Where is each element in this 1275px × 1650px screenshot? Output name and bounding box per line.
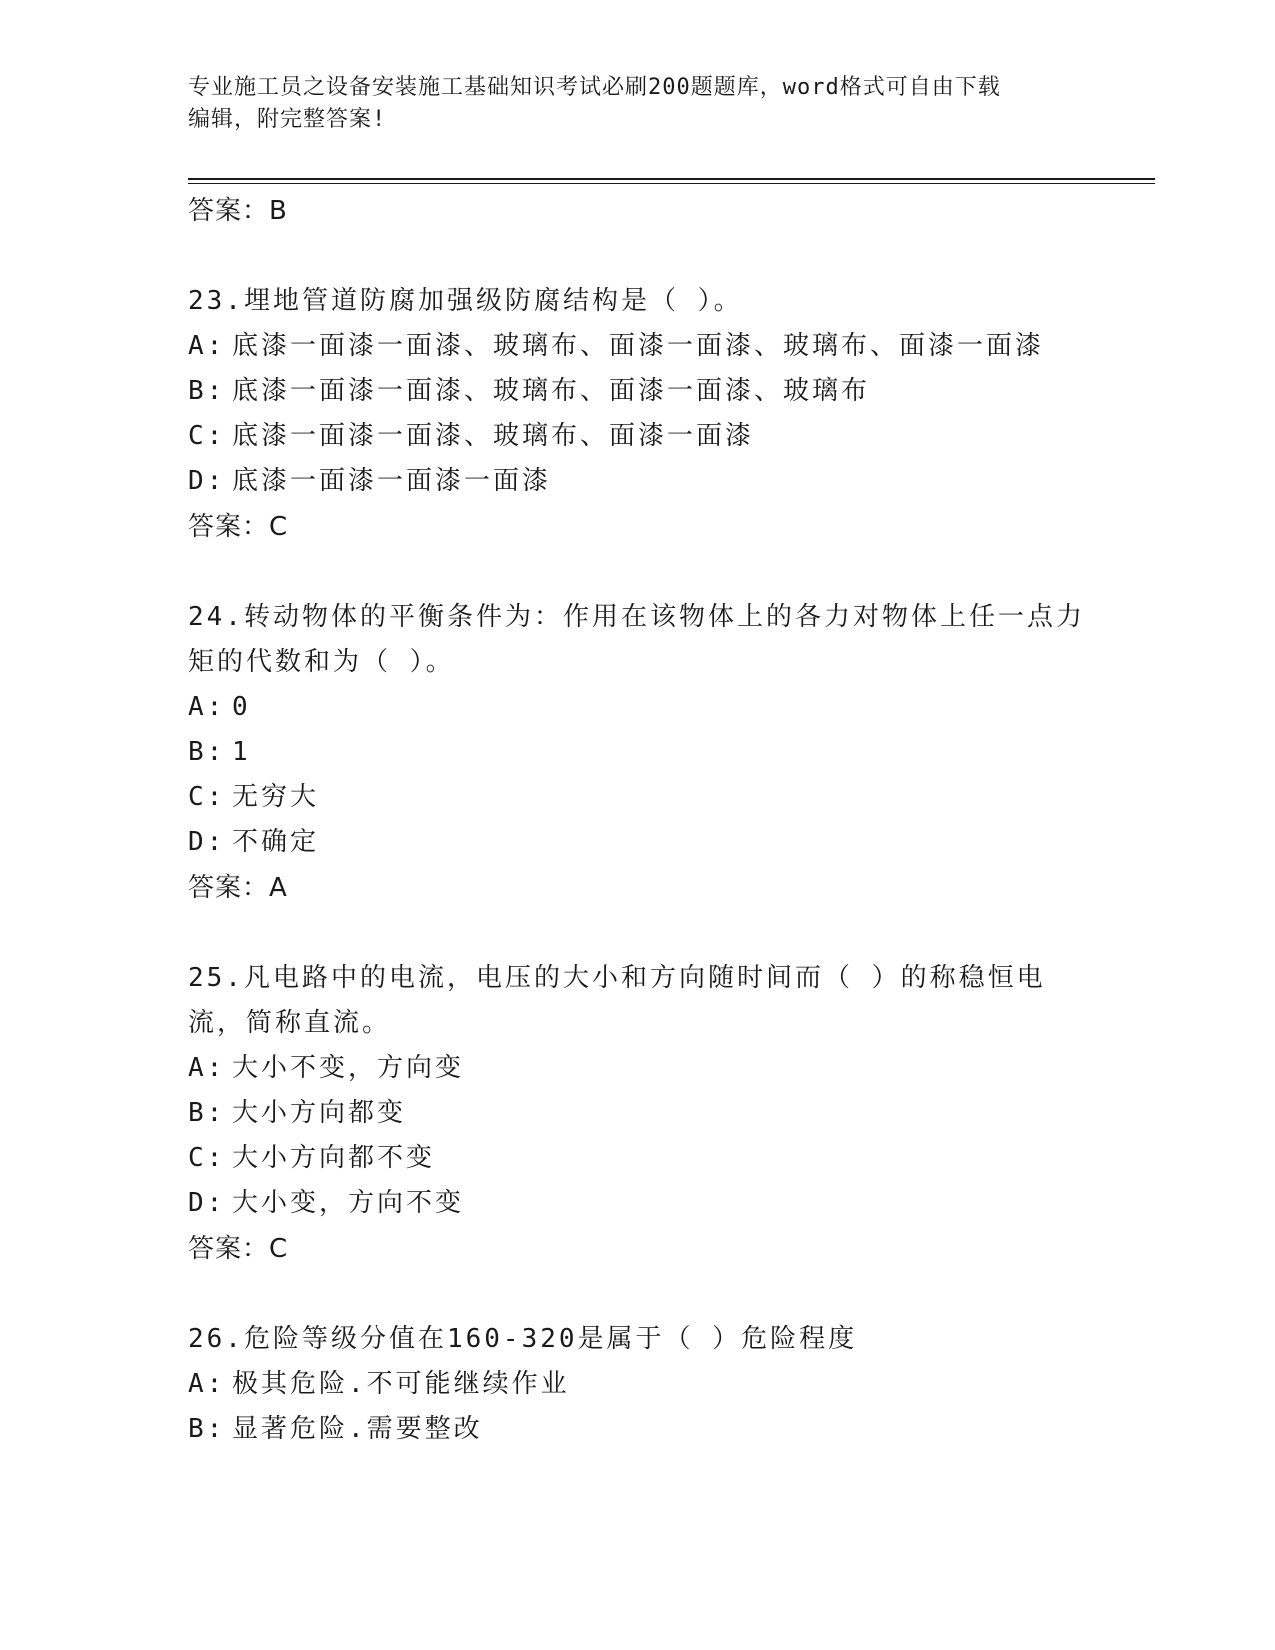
document-header [188,72,1088,136]
header-line-1: 专业施工员之设备安装施工基础知识考试必刷200题题库，word格式可自由下载 [188,75,1001,100]
option-letter: C: [188,1143,226,1173]
option-text: 大小方向都变 [232,1098,407,1128]
option-text: 底漆一面漆一面漆、玻璃布、面漆一面漆、玻璃布 [232,376,871,406]
question-23 [188,279,1088,550]
question-26 [188,1317,1088,1452]
option-letter: B: [188,1098,226,1128]
question-stem: 25.凡电路中的电流，电压的大小和方向随时间而（ ）的称稳恒电流，简称直流。 [188,963,1046,1038]
option-text: 大小变，方向不变 [232,1188,465,1218]
option-text: 1 [232,737,251,767]
header-line-2: 编辑，附完整答案! [188,107,387,132]
option-letter: A: [188,331,226,361]
option-letter: B: [188,737,226,767]
question-list [188,188,1088,1452]
question-stem: 23.埋地管道防腐加强级防腐结构是（ ）。 [188,286,743,316]
option-text: 无穷大 [232,782,320,812]
option-c [188,775,1088,820]
question-stem: 26.危险等级分值在160-320是属于（ ）危险程度 [188,1324,858,1354]
option-b [188,730,1088,775]
option-letter: A: [188,1369,226,1399]
option-b [188,1091,1088,1136]
option-letter: B: [188,1414,226,1444]
question-24 [188,595,1088,911]
option-d [188,1181,1088,1226]
answer: 答案：C [188,1234,289,1264]
option-letter: A: [188,1053,226,1083]
option-letter: D: [188,466,226,496]
option-text: 显著危险.需要整改 [232,1414,483,1444]
option-d [188,459,1088,504]
question-stem: 24.转动物体的平衡条件为：作用在该物体上的各力对物体上任一点力矩的代数和为（ ）。 [188,602,1085,677]
option-d [188,820,1088,865]
option-b [188,1407,1088,1452]
option-letter: D: [188,827,226,857]
option-letter: D: [188,1188,226,1218]
option-letter: B: [188,376,226,406]
option-text: 不确定 [232,827,320,857]
answer: 答案：A [188,873,288,903]
option-letter: C: [188,782,226,812]
header-rule-thin [188,183,1155,184]
question-25 [188,956,1088,1272]
option-a [188,685,1088,730]
option-text: 0 [232,692,251,722]
option-text: 底漆一面漆一面漆、玻璃布、面漆一面漆 [232,421,755,451]
option-a [188,1046,1088,1091]
answer-prev: 答案：B [188,196,288,226]
header-rule-thick [188,178,1155,180]
option-c [188,1136,1088,1181]
option-text: 大小不变，方向变 [232,1053,465,1083]
option-text: 大小方向都不变 [232,1143,436,1173]
option-text: 底漆一面漆一面漆、玻璃布、面漆一面漆、玻璃布、面漆一面漆 [232,331,1045,361]
option-b [188,369,1088,414]
option-letter: C: [188,421,226,451]
option-letter: A: [188,692,226,722]
option-c [188,414,1088,459]
option-a [188,1362,1088,1407]
option-a [188,324,1088,369]
answer: 答案：C [188,512,289,542]
option-text: 极其危险.不可能继续作业 [232,1369,570,1399]
option-text: 底漆一面漆一面漆一面漆 [232,466,552,496]
